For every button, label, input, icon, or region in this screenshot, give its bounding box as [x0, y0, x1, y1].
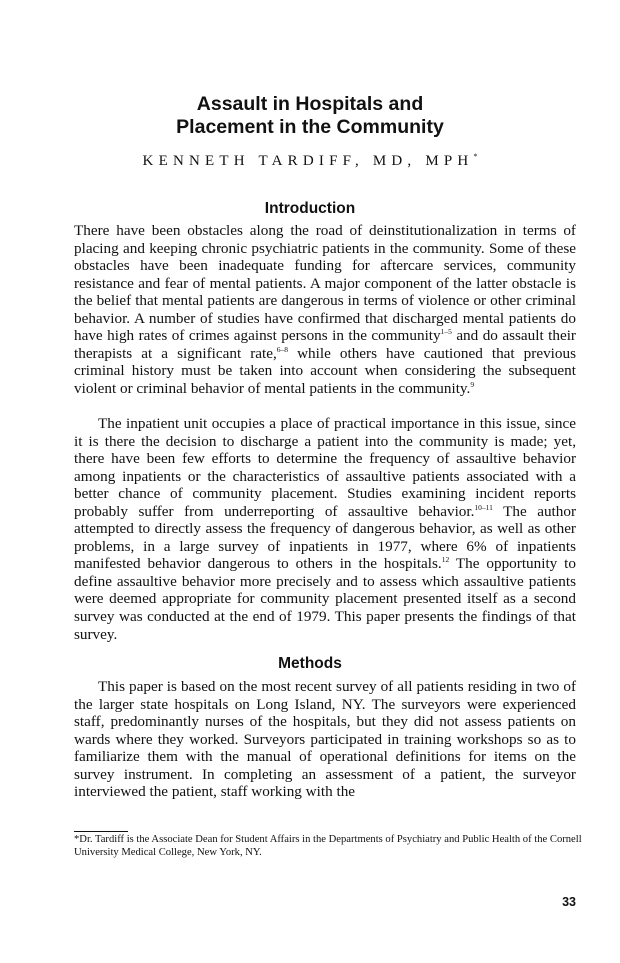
- article-title-line-1: Assault in Hospitals and: [196, 93, 424, 115]
- intro-p2-text-c: The opportunity to define assaultive behavior more precisely and to assess which assaultive patients were deemed appropriate for community placement presented itself as a second survey was conducted at the end of 1979. This paper presents the findings of that survey.: [74, 555, 576, 643]
- author-footnote: [74, 833, 590, 859]
- citation-10-11: 10–11: [474, 502, 493, 512]
- citation-9: 9: [470, 379, 475, 389]
- page-number: 33: [562, 895, 576, 909]
- intro-p1-text-c: while others have cautioned that previous criminal history must be taken into account when considering the subsequent violent or criminal behavior of mental patients in the community.: [74, 344, 576, 397]
- article-title: [0, 93, 620, 139]
- introduction-paragraph-2: [74, 415, 576, 643]
- intro-p2-text-a: The inpatient unit occupies a place of practical importance in this issue, since it is there the decision to discharge a patient into the community is made; yet, there have been few efforts to determine the frequency of assaultive behavior among inpatients or the characteristics of assaultive patients associated with a better chance of community placement. Studies examining incident reports probably suffer from underreporting of assaultive behavior.: [74, 415, 576, 520]
- intro-p1-text-b: and do assault their therapists at a significant rate,: [74, 327, 576, 362]
- article-title-line-2: Placement in the Community: [176, 116, 444, 138]
- methods-heading: Methods: [278, 655, 342, 672]
- citation-12: 12: [441, 555, 450, 565]
- intro-p1-text-a: There have been obstacles along the road of deinstitutionalization in terms of placing and keeping chronic psychiatric patients in the community. Some of these obstacles have been inadequate funding for aftercare services, community resistance and fear of mental patients. A major component of the latter obstacle is the belief that mental patients are dangerous in terms of violence or other criminal behavior. A number of studies have confirmed that discharged mental patients do have high rates of crimes against persons in the community: [74, 222, 576, 345]
- author-footnote-marker: *: [473, 152, 478, 161]
- footnote-divider: [74, 831, 128, 832]
- methods-paragraph-1: This paper is based on the most recent survey of all patients residing in two of the larger state hospitals on Long Island, NY. The surveyors were experienced staff, predominantly nurses of the hospitals, but they did not assess patients on wards where they worked. Surveyors participated in training workshops so as to familiarize them with the manual of operational definitions for items on the survey instrument. In completing an assessment of a patient, the surveyor interviewed the patient, staff working with the: [74, 678, 576, 801]
- citation-1-5: 1–5: [440, 327, 452, 337]
- citation-6-8: 6–8: [276, 344, 289, 354]
- introduction-heading: Introduction: [264, 200, 356, 217]
- intro-p2-text-b: The author attempted to directly assess the frequency of dangerous behavior, as well as other problems, in a large survey of inpatients in 1977, where 6% of inpatients manifested behavior dangerous to others in the hospitals.: [74, 502, 576, 573]
- introduction-paragraph-1: [74, 222, 576, 397]
- author-byline: [0, 152, 620, 170]
- footnote-marker: *: [74, 834, 80, 845]
- footnote-text: Dr. Tardiff is the Associate Dean for Student Affairs in the Departments of Psychiatry and Public Health of the Cornell University Medical College, New York, NY.: [74, 834, 582, 858]
- author-name: KENNETH TARDIFF, MD, MPH: [142, 153, 474, 169]
